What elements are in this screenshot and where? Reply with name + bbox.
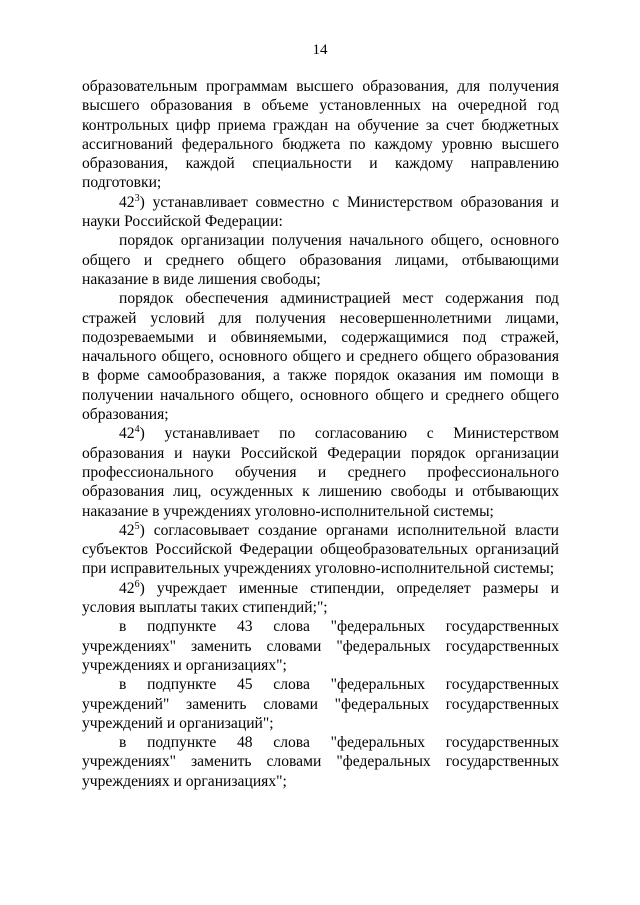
paragraph-42-4 (82, 424, 559, 520)
document-body (82, 77, 559, 791)
item-text: ) устанавливает совместно с Министерством образования и науки Российской Федерации: (82, 193, 559, 231)
paragraph-order-detention-education: порядок обеспечения администрацией мест содержания под стражей условий для получения несовершеннолетними лицами, подозреваемыми и обвиняемыми, содержащимися под стражей, начального общего, основного общего и среднего общего образования в форме самообразования, а также порядок оказания им помощи в получении начального общего, основного общего и среднего общего образования; (82, 290, 559, 424)
paragraph-continuation: образовательным программам высшего образования, для получения высшего образования в объеме установленных на очередной год контрольных цифр приема граждан на обучение за счет бюджетных ассигнований федерального бюджета по каждому уровню высшего образования, каждой специальности и каждому направлению подготовки; (82, 78, 559, 192)
item-number: 42 (119, 521, 135, 539)
paragraph-42-6 (82, 579, 559, 618)
paragraph-subitem-45: в подпункте 45 слова "федеральных государственных учреждений" заменить словами "федеральных государственных учреждений и организаций"; (82, 676, 559, 732)
item-superscript: 4 (134, 424, 140, 436)
item-number: 42 (119, 193, 135, 211)
paragraph-42-5 (82, 521, 559, 579)
page-number: 14 (312, 42, 328, 58)
paragraph-subitem-48: в подпункте 48 слова "федеральных государственных учреждениях" заменить словами "федеральных государственных учреждениях и организациях"; (82, 734, 559, 790)
paragraph-42-3 (82, 193, 559, 232)
item-number: 42 (119, 425, 135, 443)
paragraph-order-primary-education: порядок организации получения начального общего, основного общего и среднего общего образования лицами, отбывающими наказание в виде лишения свободы; (82, 232, 559, 288)
item-superscript: 6 (134, 578, 140, 590)
paragraph-subitem-43: в подпункте 43 слова "федеральных государственных учреждениях" заменить словами "федеральных государственных учреждениях и организациях"; (82, 618, 559, 674)
item-superscript: 3 (134, 192, 140, 204)
item-text: ) согласовывает создание органами исполнительной власти субъектов Российской Федерации общеобразовательных организаций при исправительных учреждениях уголовно-исполнительной системы; (82, 521, 559, 578)
item-superscript: 5 (134, 520, 140, 532)
item-number: 42 (119, 579, 135, 597)
item-text: ) устанавливает по согласованию с Министерством образования и науки Российской Федерации порядок организации профессионального обучения и среднего профессионального образования лиц, осужденных к лишению свободы и отбывающих наказание в учреждениях уголовно-исполнительной системы; (82, 425, 559, 520)
item-text: ) учреждает именные стипендии, определяет размеры и условия выплаты таких стипендий;"; (82, 579, 559, 617)
